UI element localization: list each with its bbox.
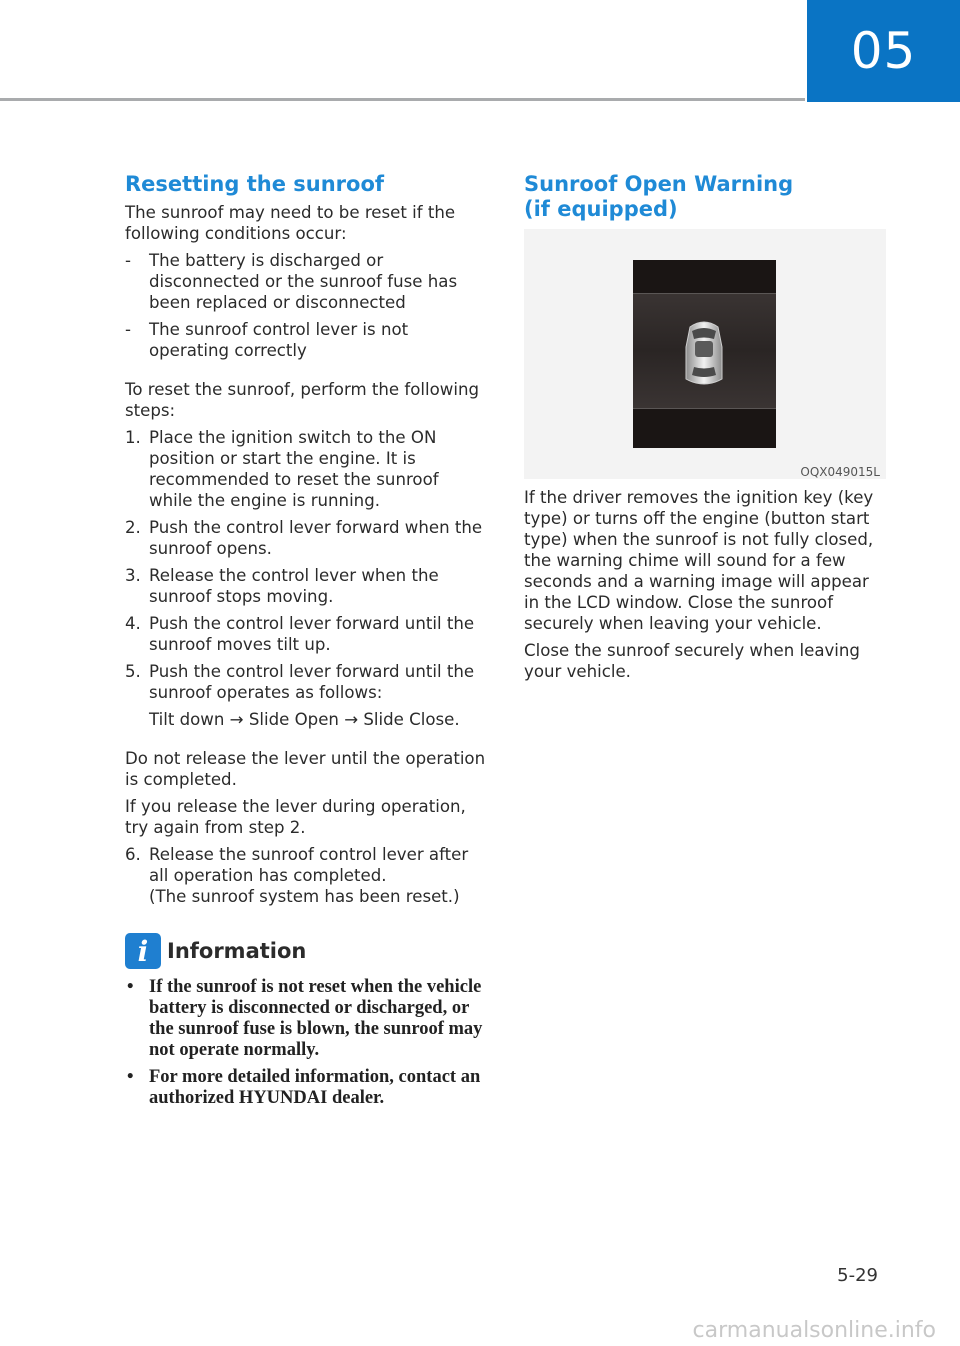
list-item: - The battery is discharged or disconnected or the sunroof fuse has been replaced or disconnected	[125, 251, 458, 312]
warning-text: Close the sunroof securely when leaving your vehicle.	[524, 641, 860, 681]
car-top-view-icon	[682, 317, 726, 389]
step-item: 4. Push the control lever forward until the sunroof moves tilt up.	[125, 614, 475, 654]
section-heading-warning: Sunroof Open Warning (if equipped)	[524, 172, 794, 221]
list-item: - The sunroof control lever is not operating correctly	[125, 320, 409, 360]
step-item: 5. Push the control lever forward until the sunroof operates as follows: Tilt down → Slide Open → Slide Close.	[125, 661, 487, 730]
step-item: 2. Push the control lever forward when the sunroof opens.	[125, 518, 483, 558]
page-number: 5-29	[837, 1265, 878, 1286]
left-column	[125, 172, 487, 1115]
step-item: 1. Place the ignition switch to the ON position or start the engine. It is recommended to reset the sunroof while the engine is running.	[125, 428, 439, 510]
lcd-warning-figure	[524, 229, 886, 479]
step-item: 6. Release the sunroof control lever after all operation has completed. (The sunroof system has been reset.)	[125, 845, 469, 906]
steps-intro: To reset the sunroof, perform the following steps:	[125, 380, 480, 420]
steps-list	[125, 427, 487, 730]
chapter-tab	[807, 0, 960, 102]
watermark: carmanualsonline.info	[692, 1318, 936, 1343]
warning-text: If the driver removes the ignition key (key type) or turns off the engine (button start type) when the sunroof is not fully closed, the warning chime will sound for a few seconds and a warning image will appear in the LCD window. Close the sunroof securely when leaving your vehicle.	[524, 488, 874, 633]
step-item: 3. Release the control lever when the sunroof stops moving.	[125, 566, 439, 606]
step-sub-text: Tilt down → Slide Open → Slide Close.	[149, 710, 460, 729]
condition-list	[125, 250, 487, 361]
header-rule	[0, 98, 805, 101]
note-text: Do not release the lever until the operation is completed.	[125, 749, 486, 789]
note-text: If you release the lever during operation, try again from step 2.	[125, 797, 466, 837]
list-item: • For more detailed information, contact an authorized HYUNDAI dealer.	[127, 1067, 481, 1108]
steps-list-continued	[125, 844, 487, 907]
chapter-number: 05	[850, 22, 917, 80]
right-column	[524, 172, 886, 688]
section-heading-reset: Resetting the sunroof	[125, 172, 385, 196]
step-sub-text: (The sunroof system has been reset.)	[149, 887, 460, 906]
information-title: Information	[167, 939, 307, 963]
figure-code: OQX049015L	[800, 465, 880, 479]
info-icon: i	[125, 933, 161, 969]
information-header	[125, 933, 487, 969]
information-bullets	[125, 977, 487, 1109]
lcd-display	[633, 260, 776, 448]
intro-text: The sunroof may need to be reset if the following conditions occur:	[125, 203, 456, 243]
list-item: • If the sunroof is not reset when the vehicle battery is disconnected or discharged, or the sunroof fuse is blown, the sunroof may not operate normally.	[127, 977, 483, 1060]
